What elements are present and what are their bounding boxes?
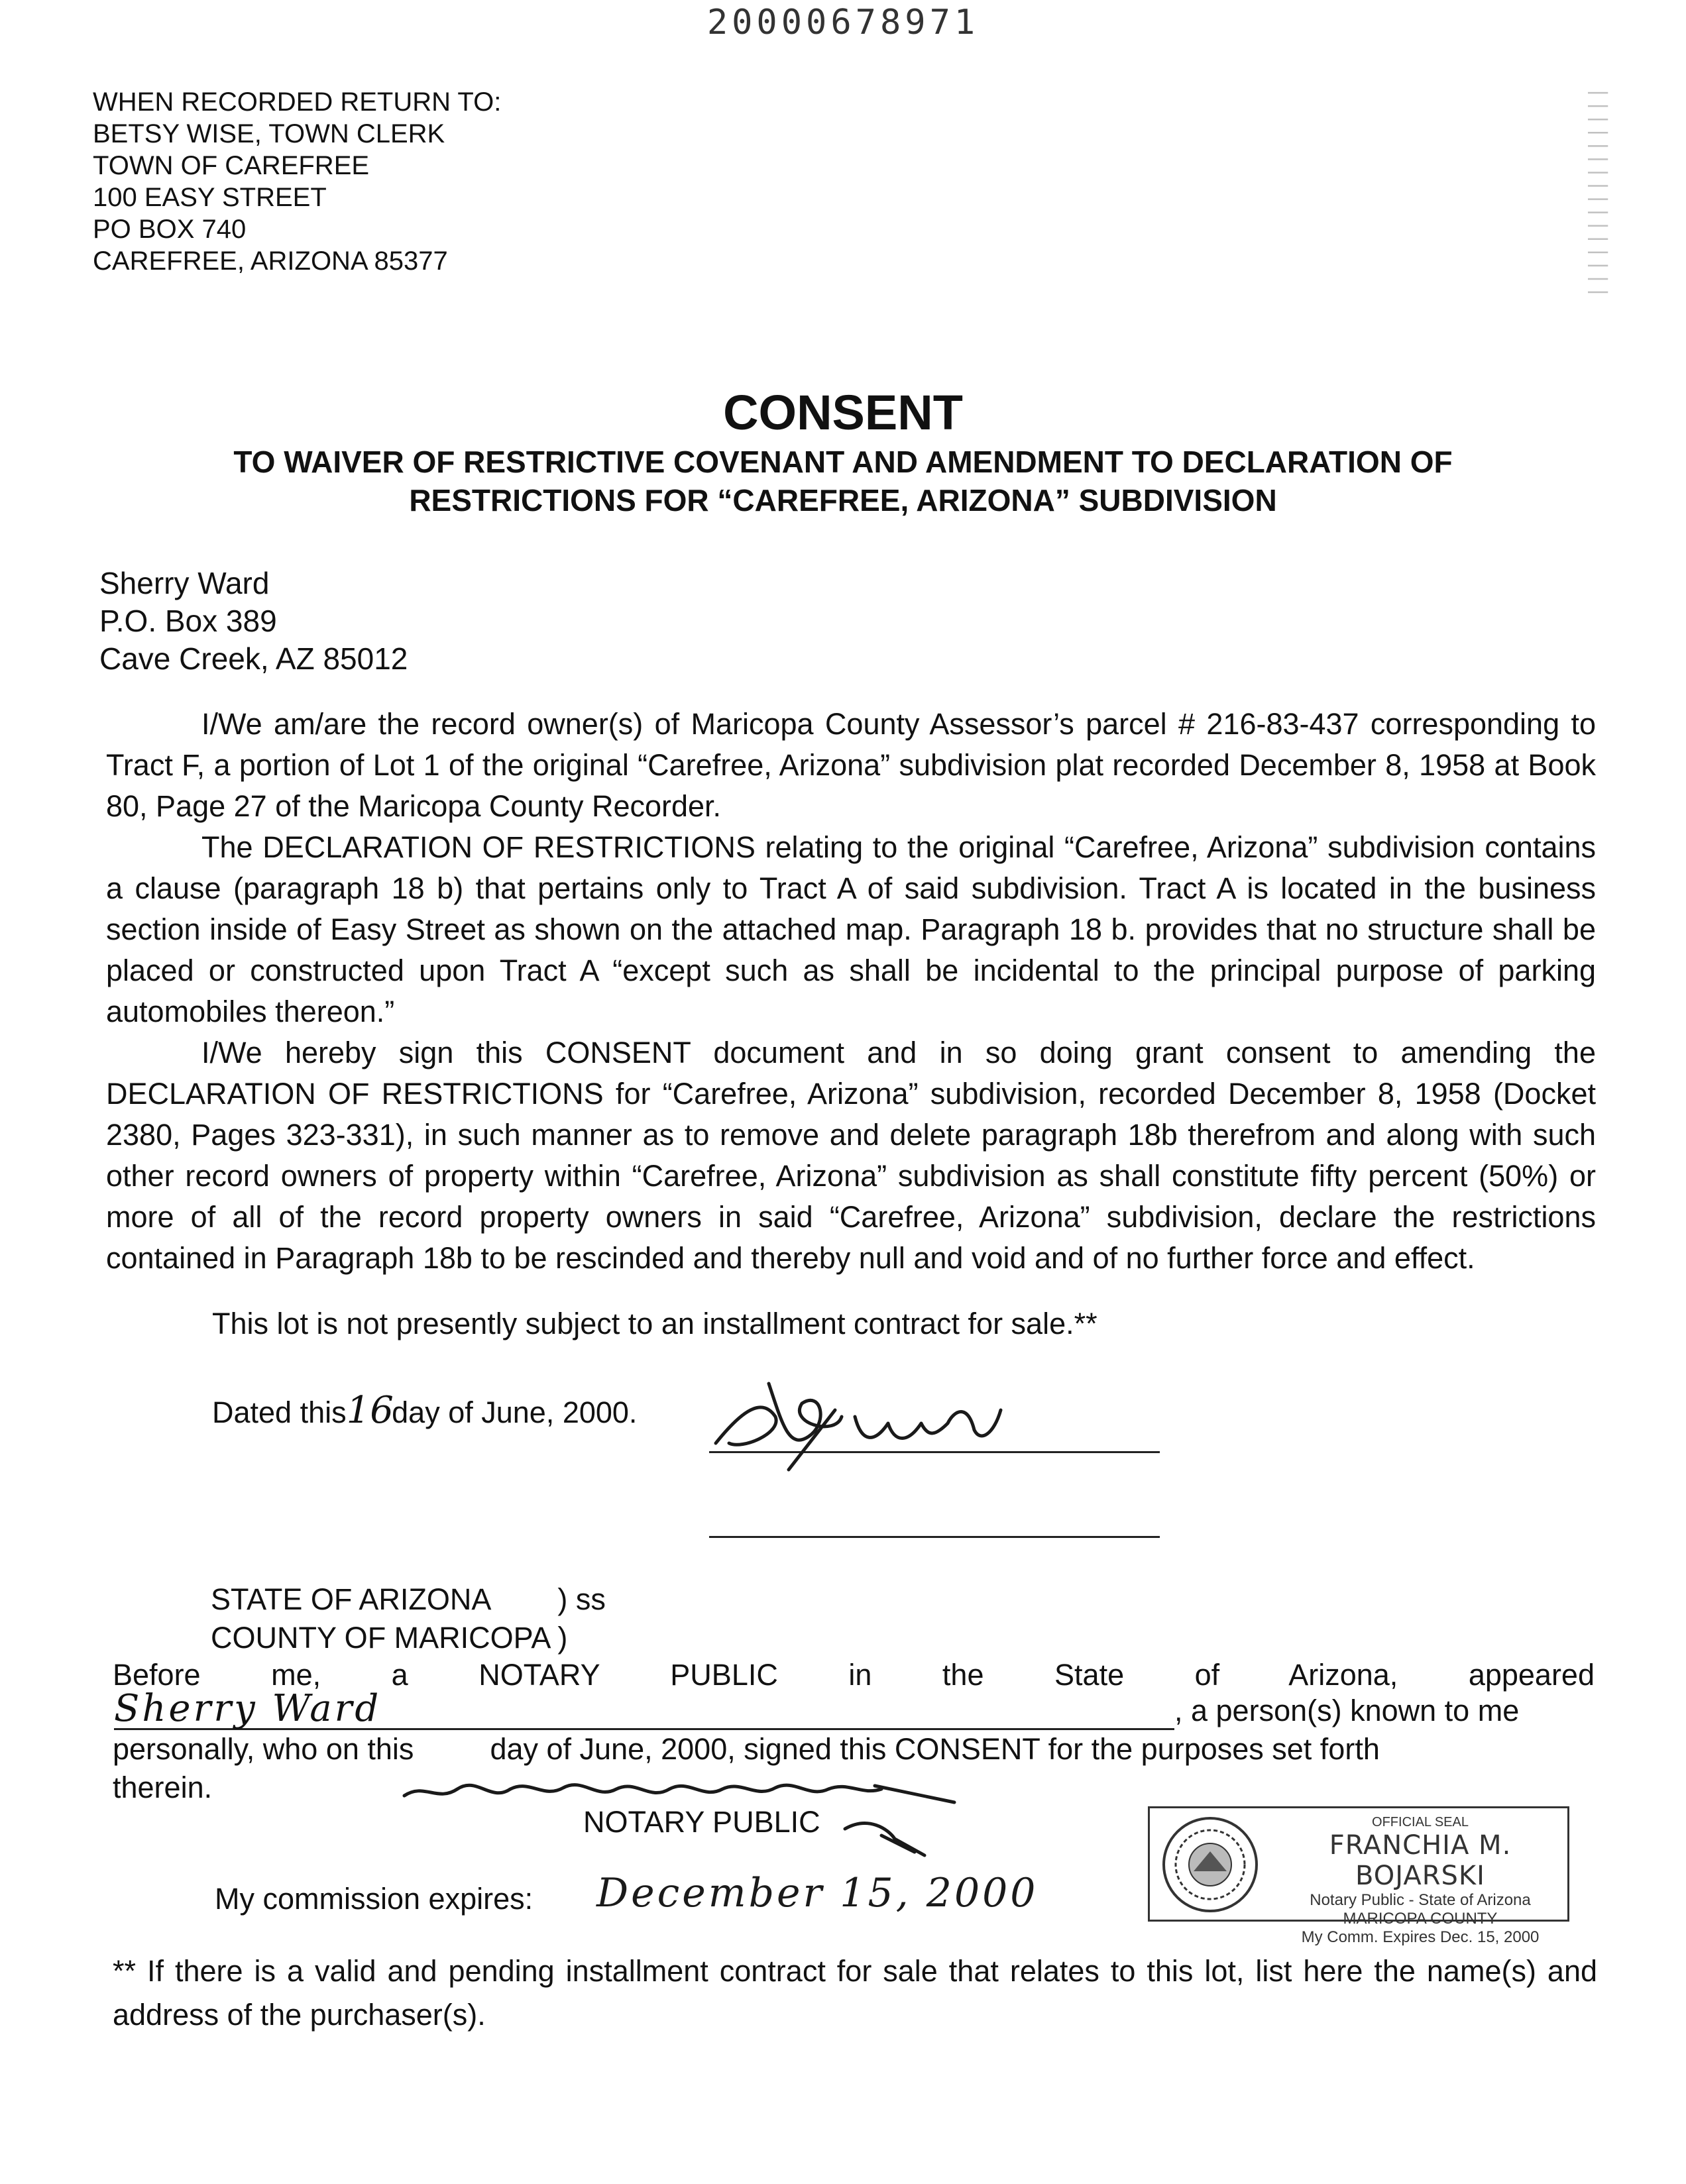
notary-known-line [114, 1687, 1599, 1733]
seal-text [1274, 1815, 1566, 1947]
dated-day-handwritten: 16 [346, 1389, 394, 1432]
commission-date-handwritten: December 15, 2000 [596, 1870, 1039, 1916]
subtitle-line-1: TO WAIVER OF RESTRICTIVE COVENANT AND AMENDMENT TO DECLARATION OF [233, 445, 1453, 479]
footnote: ** If there is a valid and pending installment contract for sale that relates to this lot, list here the name(s) and address of the purchaser(s). [113, 1954, 1597, 2032]
notary-county-line: COUNTY OF MARICOPA ) [211, 1621, 568, 1655]
document-subtitle [0, 443, 1686, 519]
owner-address-line: Cave Creek, AZ 85012 [99, 641, 408, 676]
appeared-name-handwritten: Sherry Ward [114, 1687, 382, 1730]
document-title: CONSENT [723, 385, 963, 440]
owner-address-line: P.O. Box 389 [99, 604, 277, 638]
seal-line: Notary Public - State of Arizona [1310, 1891, 1531, 1909]
body-paragraph: I/We am/are the record owner(s) of Maricopa County Assessor’s parcel # 216-83-437 corresponding to Tract F, a portion of Lot 1 of the original “Carefree, Arizona” subdivision plat recorded December 8, 1958 at Book 80, Page 27 of the Maricopa County Recorder. [106, 707, 1596, 823]
seal-label: OFFICIAL SEAL [1372, 1815, 1469, 1829]
notary-personally: personally, who on this [113, 1732, 414, 1766]
dated-suffix: day of June, 2000. [392, 1395, 638, 1429]
consent-body [106, 704, 1596, 1279]
notary-personally-line [113, 1732, 1597, 1767]
notary-day-of: day of June, 2000, signed this CONSENT for the purposes set forth [490, 1732, 1380, 1766]
seal-line: My Comm. Expires Dec. 15, 2000 [1301, 1928, 1540, 1946]
state-seal-emblem [1160, 1815, 1260, 1914]
return-line: WHEN RECORDED RETURN TO: [93, 87, 502, 117]
document-number: 20000678971 [706, 3, 980, 42]
subtitle-line-2: RESTRICTIONS FOR “CAREFREE, ARIZONA” SUBDIVISION [409, 483, 1277, 518]
return-line: CAREFREE, ARIZONA 85377 [93, 246, 448, 276]
commission-label: My commission expires: [215, 1882, 534, 1916]
owner-address-block [99, 565, 408, 678]
notary-before-me: Before me, a NOTARY PUBLIC in the State of Arizona, appeared [113, 1658, 1595, 1692]
seal-name: FRANCHIA M. BOJARSKI [1329, 1830, 1512, 1891]
return-address-block [93, 86, 501, 277]
installment-statement: This lot is not presently subject to an installment contract for sale.** [212, 1307, 1097, 1340]
return-line: PO BOX 740 [93, 215, 247, 244]
owner-signature [702, 1370, 1021, 1490]
official-notary-seal [1148, 1806, 1569, 1946]
notary-therein: therein. [113, 1771, 213, 1804]
notary-known-text: , a person(s) known to me [1174, 1694, 1520, 1727]
notary-public-label: NOTARY PUBLIC [583, 1805, 820, 1839]
notary-state: STATE OF ARIZONA [211, 1582, 490, 1616]
dated-prefix: Dated this [212, 1395, 347, 1429]
return-line: TOWN OF CAREFREE [93, 151, 370, 180]
notary-flourish [842, 1809, 928, 1862]
return-line: BETSY WISE, TOWN CLERK [93, 119, 445, 148]
body-paragraph: I/We hereby sign this CONSENT document and in so doing grant consent to amending the DECLARATION OF RESTRICTIONS for “Carefree, Arizona” subdivision, recorded December 8, 1958 (Docket 2380, Pages 323-331), in such manner as to remove and delete paragraph 18b therefrom and along with such other record owners of property within “Carefree, Arizona” subdivision as shall constitute fifty percent (50%) or more of all of the record property owners in said “Carefree, Arizona” subdivision, declare the restrictions contained in Paragraph 18b to be rescinded and thereby null and void and of no further force and effect. [106, 1036, 1596, 1275]
body-paragraph: The DECLARATION OF RESTRICTIONS relating to the original “Carefree, Arizona” subdivision contains a clause (paragraph 18 b) that pertains only to Tract A of said subdivision. Tract A is located in the business section inside of Easy Street as shown on the attached map. Paragraph 18 b. provides that no structure shall be placed or constructed upon Tract A “except such as shall be incidental to the principal purpose of parking automobiles thereon.” [106, 830, 1596, 1028]
return-line: 100 EASY STREET [93, 183, 327, 212]
recorder-margin-stamp: |||||||||||||||| [1585, 85, 1608, 298]
notary-ss: ) ss [557, 1582, 606, 1616]
owner-name: Sherry Ward [99, 566, 270, 600]
seal-line: MARICOPA COUNTY [1343, 1910, 1498, 1928]
dated-line [212, 1389, 637, 1432]
notary-state-line [211, 1582, 606, 1617]
second-signature-line [709, 1536, 1160, 1538]
